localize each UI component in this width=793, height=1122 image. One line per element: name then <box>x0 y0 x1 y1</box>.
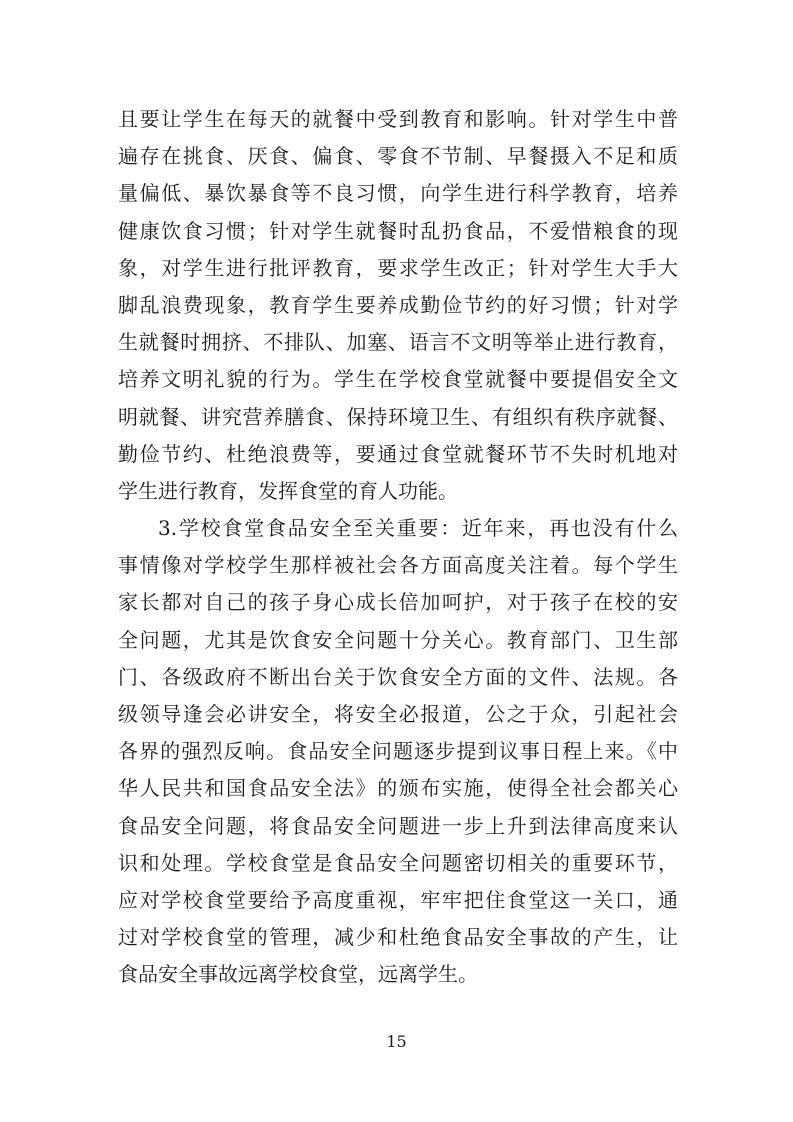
text-line: 3.学校食堂食品安全至关重要：近年来，再也没有什么 <box>158 516 678 541</box>
text-line: 过对学校食堂的管理，减少和杜绝食品安全事故的产生，让 <box>118 925 678 950</box>
text-line: 各界的强烈反响。食品安全问题逐步提到议事日程上来。《中 <box>118 739 678 764</box>
text-line: 事情像对学校学生那样被社会各方面高度关注着。每个学生 <box>118 553 678 578</box>
page-number: 15 <box>386 1032 407 1051</box>
text-line: 量偏低、暴饮暴食等不良习惯，向学生进行科学教育，培养 <box>118 181 678 206</box>
paragraph-1 <box>118 101 678 510</box>
text-line: 健康饮食习惯；针对学生就餐时乱扔食品，不爱惜粮食的现 <box>118 218 678 243</box>
text-line: 应对学校食堂要给予高度重视，牢牢把住食堂这一关口，通 <box>118 887 678 912</box>
text-line: 家长都对自己的孩子身心成长倍加呵护，对于孩子在校的安 <box>118 590 678 615</box>
text-line: 食品安全事故远离学校食堂，远离学生。 <box>118 962 478 987</box>
text-line: 脚乱浪费现象，教育学生要养成勤俭节约的好习惯；针对学 <box>118 292 678 317</box>
text-line: 门、各级政府不断出台关于饮食安全方面的文件、法规。各 <box>118 664 678 689</box>
page-body <box>118 101 678 994</box>
text-line: 且要让学生在每天的就餐中受到教育和影响。针对学生中普 <box>118 107 678 131</box>
text-line: 生就餐时拥挤、不排队、加塞、语言不文明等举止进行教育， <box>118 330 678 355</box>
text-line: 明就餐、讲究营养膳食、保持环境卫生、有组织有秩序就餐、 <box>118 404 678 429</box>
text-line: 学生进行教育，发挥食堂的育人功能。 <box>118 478 458 503</box>
text-line: 级领导逢会必讲安全，将安全必报道，公之于众，引起社会 <box>118 702 678 726</box>
text-line: 遍存在挑食、厌食、偏食、零食不节制、早餐摄入不足和质 <box>118 144 678 169</box>
text-line: 培养文明礼貌的行为。学生在学校食堂就餐中要提倡安全文 <box>118 367 678 392</box>
text-line: 食品安全问题，将食品安全问题进一步上升到法律高度来认 <box>118 813 678 838</box>
text-line: 识和处理。学校食堂是食品安全问题密切相关的重要环节， <box>118 850 678 875</box>
text-line: 华人民共和国食品安全法》的颁布实施，使得全社会都关心 <box>118 776 678 801</box>
paragraph-2 <box>118 510 678 993</box>
text-line: 勤俭节约、杜绝浪费等，要通过食堂就餐环节不失时机地对 <box>118 441 678 466</box>
text-line: 全问题，尤其是饮食安全问题十分关心。教育部门、卫生部 <box>118 627 678 652</box>
text-line: 象，对学生进行批评教育，要求学生改正；针对学生大手大 <box>118 255 678 280</box>
